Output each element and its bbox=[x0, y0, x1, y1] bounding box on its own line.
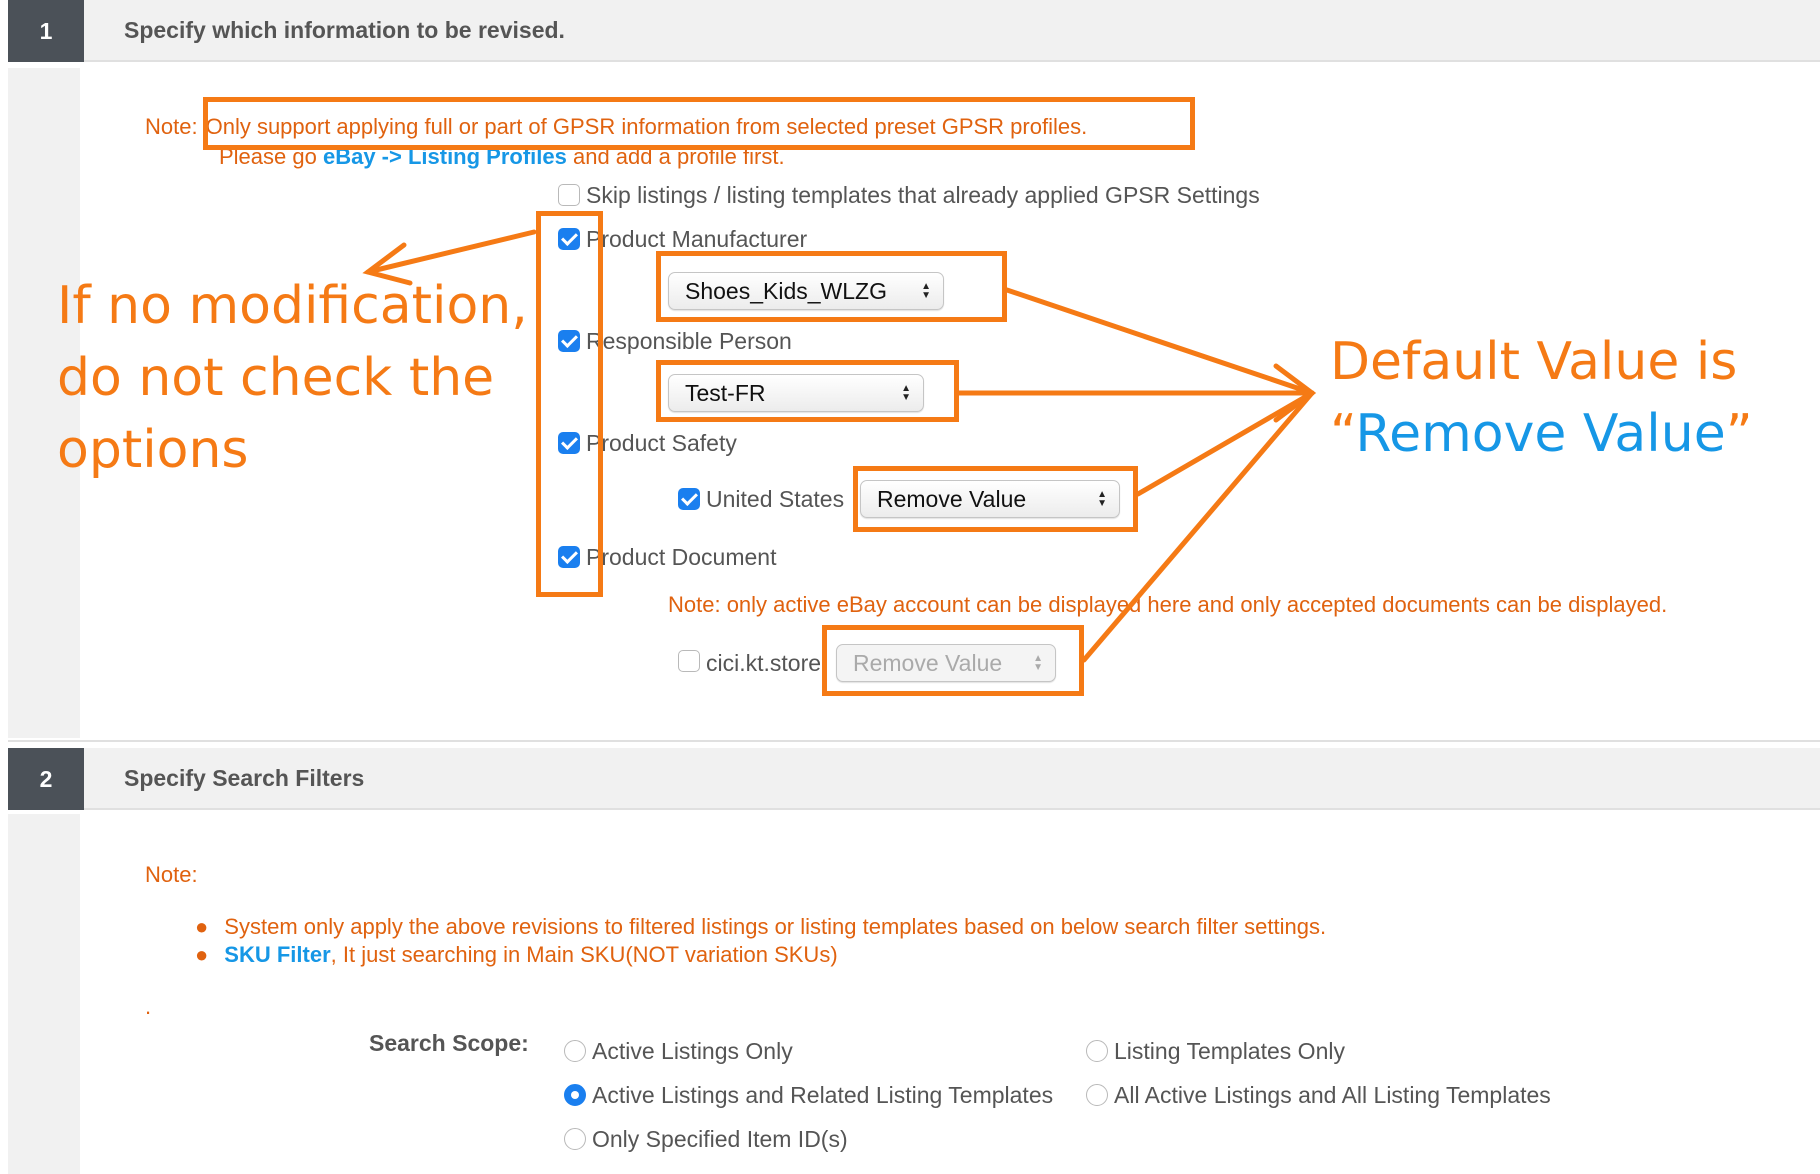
profile-note: Please go eBay -> Listing Profiles and add a profile first. bbox=[219, 144, 785, 169]
label-templates-only: Listing Templates Only bbox=[1114, 1038, 1345, 1064]
store-document-select[interactable]: Remove Value ▲ ▼ bbox=[836, 644, 1056, 682]
filter-note-bullet-1: ● System only apply the above revisions to filtered listings or listing templates based on below search filter settings. bbox=[195, 914, 1327, 939]
us-safety-select[interactable]: Remove Value ▲ ▼ bbox=[860, 480, 1120, 518]
responsible-select[interactable]: Test-FR ▲ ▼ bbox=[668, 374, 924, 412]
bullet-icon: ● bbox=[195, 942, 209, 967]
label-active-only: Active Listings Only bbox=[592, 1038, 793, 1064]
label-active-related: Active Listings and Related Listing Templates bbox=[592, 1082, 1054, 1108]
skip-applied-label: Skip listings / listing templates that already applied GPSR Settings bbox=[586, 182, 1260, 208]
annotation-right-text: Default Value is “Remove Value” bbox=[1330, 332, 1753, 464]
filter-note-label: Note: bbox=[145, 862, 198, 887]
sku-filter-link[interactable]: SKU Filter bbox=[224, 942, 331, 967]
select-arrows-icon: ▲ ▼ bbox=[921, 281, 931, 301]
bullet-icon: ● bbox=[195, 914, 209, 939]
manufacturer-label: Product Manufacturer bbox=[586, 226, 808, 252]
search-scope-label: Search Scope: bbox=[369, 1030, 529, 1056]
label-all-active-all: All Active Listings and All Listing Templates bbox=[1114, 1082, 1551, 1108]
gpsr-note-text: Only support applying full or part of GPSR information from selected preset GPSR profiles. bbox=[205, 114, 1088, 139]
step-2-title: Specify Search Filters bbox=[124, 764, 365, 791]
step-2-number: 2 bbox=[8, 748, 84, 810]
document-note: Note: only active eBay account can be displayed here and only accepted documents can be displayed. bbox=[668, 592, 1668, 617]
select-arrows-icon: ▲ ▼ bbox=[1033, 653, 1043, 673]
label-specified-ids: Only Specified Item ID(s) bbox=[592, 1126, 848, 1152]
step-1-number: 1 bbox=[8, 0, 84, 62]
filter-note-bullet-2: ● SKU Filter, It just searching in Main SKU(NOT variation SKUs) bbox=[195, 942, 838, 967]
select-arrows-icon: ▲ ▼ bbox=[901, 383, 911, 403]
manufacturer-select[interactable]: Shoes_Kids_WLZG ▲ ▼ bbox=[668, 272, 944, 310]
safety-label: Product Safety bbox=[586, 430, 737, 456]
annotation-remove-value: Remove Value bbox=[1355, 404, 1726, 464]
store-label: cici.kt.store bbox=[706, 650, 822, 676]
stray-dot: . bbox=[145, 994, 152, 1019]
gpsr-note: Note: Only support applying full or part of GPSR information from selected preset GPSR profiles. bbox=[145, 114, 1088, 139]
us-label: United States bbox=[706, 486, 845, 512]
step-1-title: Specify which information to be revised. bbox=[124, 16, 565, 43]
document-label: Product Document bbox=[586, 544, 777, 570]
annotation-left-text: If no modification, do not check the options bbox=[57, 276, 528, 480]
select-arrows-icon: ▲ ▼ bbox=[1097, 489, 1107, 509]
listing-profiles-link[interactable]: eBay -> Listing Profiles bbox=[322, 144, 567, 169]
responsible-label: Responsible Person bbox=[586, 328, 792, 354]
